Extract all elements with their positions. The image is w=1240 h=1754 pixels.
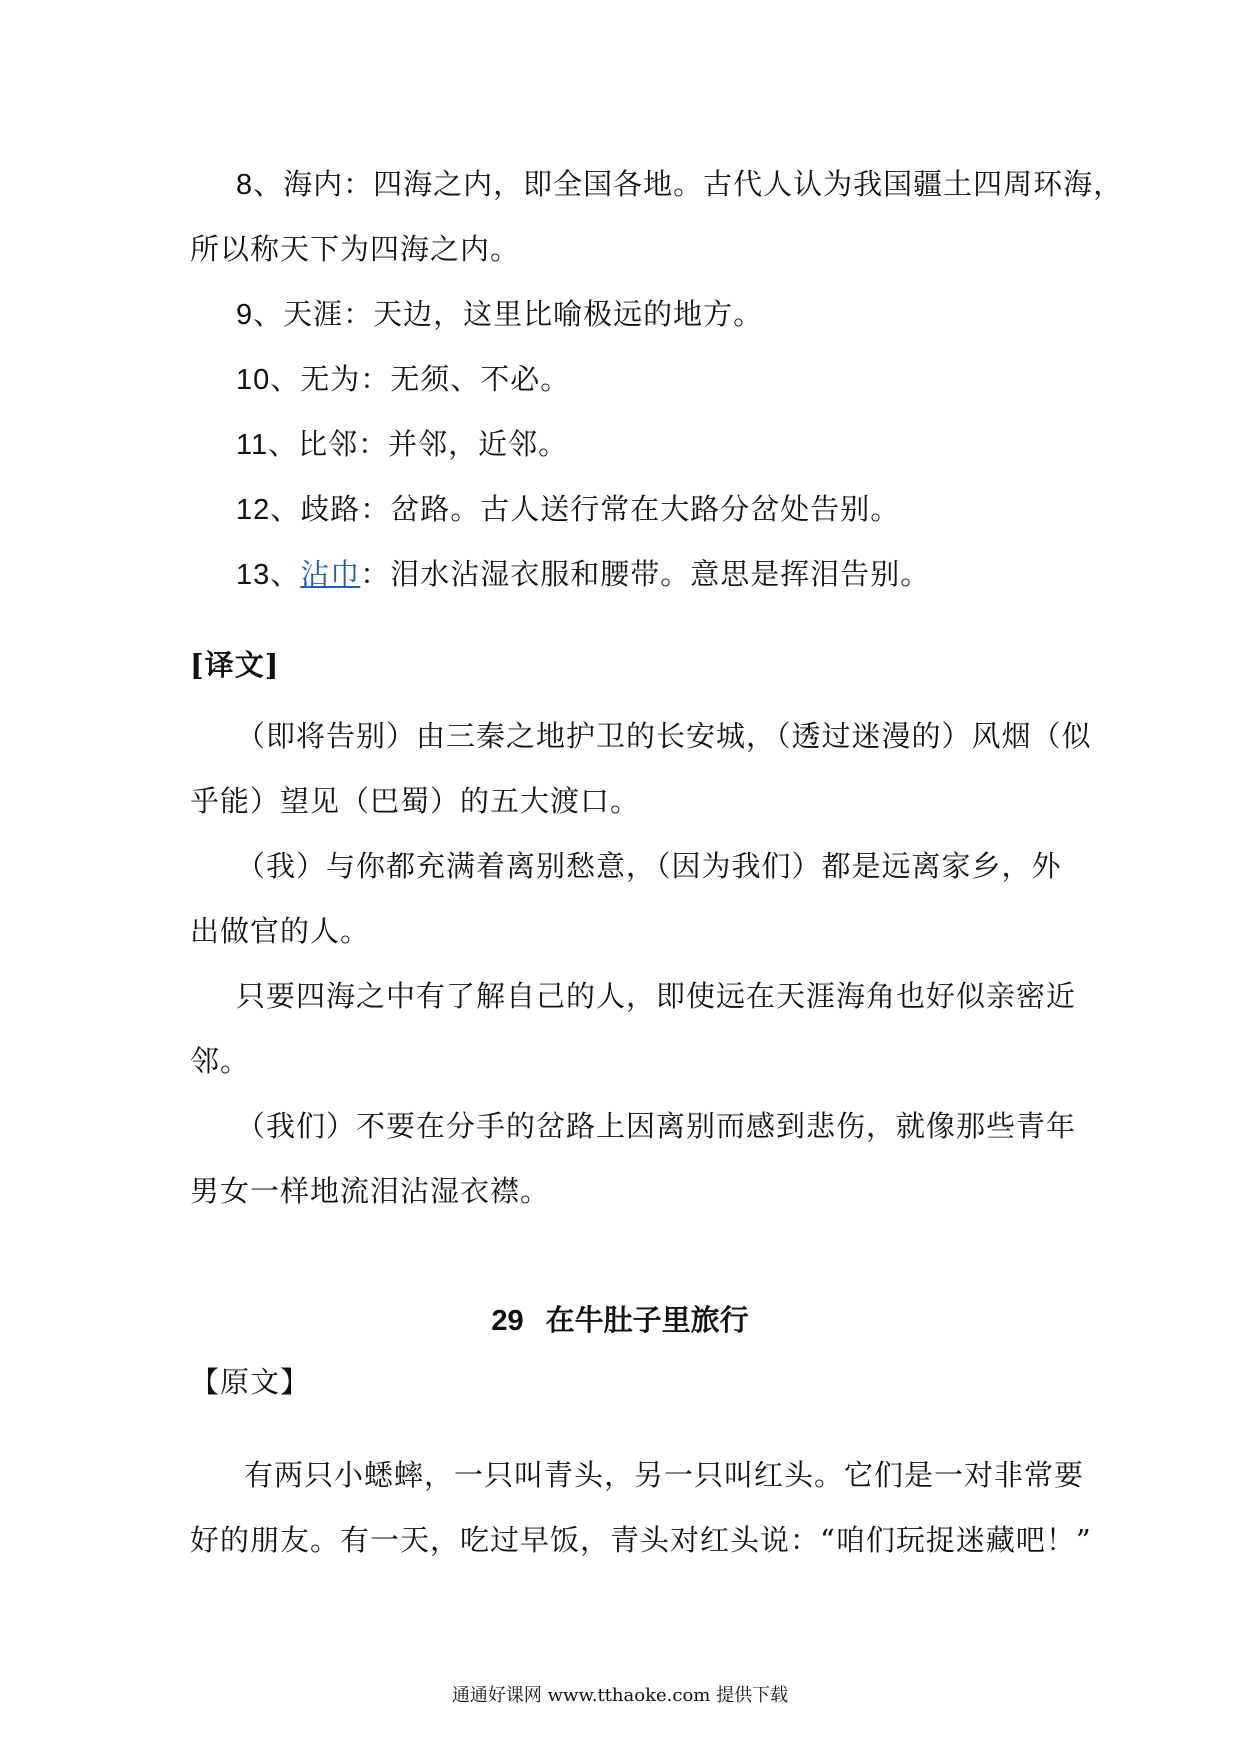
translation-heading: [译文] [190, 648, 280, 682]
translation-paragraph-4-line-1: （我们）不要在分手的岔路上因离别而感到悲伤，就像那些青年 [236, 1109, 1077, 1143]
translation-paragraph-1-line-2: 乎能）望见（巴蜀）的五大渡口。 [190, 784, 641, 818]
translation-paragraph-2-line-2: 出做官的人。 [190, 914, 371, 948]
note-10 [236, 359, 570, 400]
note-text: ：泪水沾湿衣服和腰带。意思是挥泪告别。 [360, 557, 931, 591]
note-number: 11、 [236, 429, 299, 461]
lesson-number: 29 [491, 1305, 524, 1337]
zhanjin-link[interactable]: 沾巾 [300, 557, 361, 591]
translation-paragraph-3-line-1: 只要四海之中有了解自己的人，即使远在天涯海角也好似亲密近 [236, 979, 1077, 1013]
note-number: 9、 [236, 299, 284, 331]
lesson-title-text: 在牛肚子里旅行 [545, 1303, 749, 1337]
note-number: 13、 [236, 559, 301, 591]
story-line-1: 有两只小蟋蟀，一只叫青头，另一只叫红头。它们是一对非常要 [244, 1458, 1085, 1492]
lesson-title [0, 1300, 1240, 1341]
note-8 [236, 164, 1123, 205]
note-text: 歧路：岔路。古人送行常在大路分岔处告别。 [300, 492, 901, 526]
translation-paragraph-1-line-1: （即将告别）由三秦之地护卫的长安城，（透过迷漫的）风烟（似 [236, 719, 1092, 753]
story-line-2: 好的朋友。有一天，吃过早饭，青头对红头说：“咱们玩捉迷藏吧！” [190, 1523, 1092, 1557]
note-8-continuation: 所以称天下为四海之内。 [190, 232, 521, 266]
note-13 [236, 554, 930, 595]
note-text: 天涯：天边，这里比喻极远的地方。 [283, 297, 764, 331]
translation-paragraph-3-line-2: 邻。 [190, 1044, 251, 1078]
note-text: 无为：无须、不必。 [300, 362, 571, 396]
translation-paragraph-2-line-1: （我）与你都充满着离别愁意，（因为我们）都是远离家乡，外 [236, 849, 1062, 883]
note-text: 比邻：并邻，近邻。 [298, 427, 569, 461]
original-heading: 【原文】 [190, 1365, 311, 1399]
note-number: 12、 [236, 494, 301, 526]
note-9 [236, 294, 763, 335]
note-number: 10、 [236, 364, 301, 396]
note-11 [236, 424, 568, 465]
note-number: 8、 [236, 169, 284, 201]
note-12 [236, 489, 900, 530]
translation-paragraph-4-line-2: 男女一样地流泪沾湿衣襟。 [190, 1174, 551, 1208]
note-text: 海内：四海之内，即全国各地。古代人认为我国疆土四周环海， [283, 167, 1124, 201]
page-footer: 通通好课网 www.tthaoke.com 提供下载 [451, 1685, 789, 1706]
